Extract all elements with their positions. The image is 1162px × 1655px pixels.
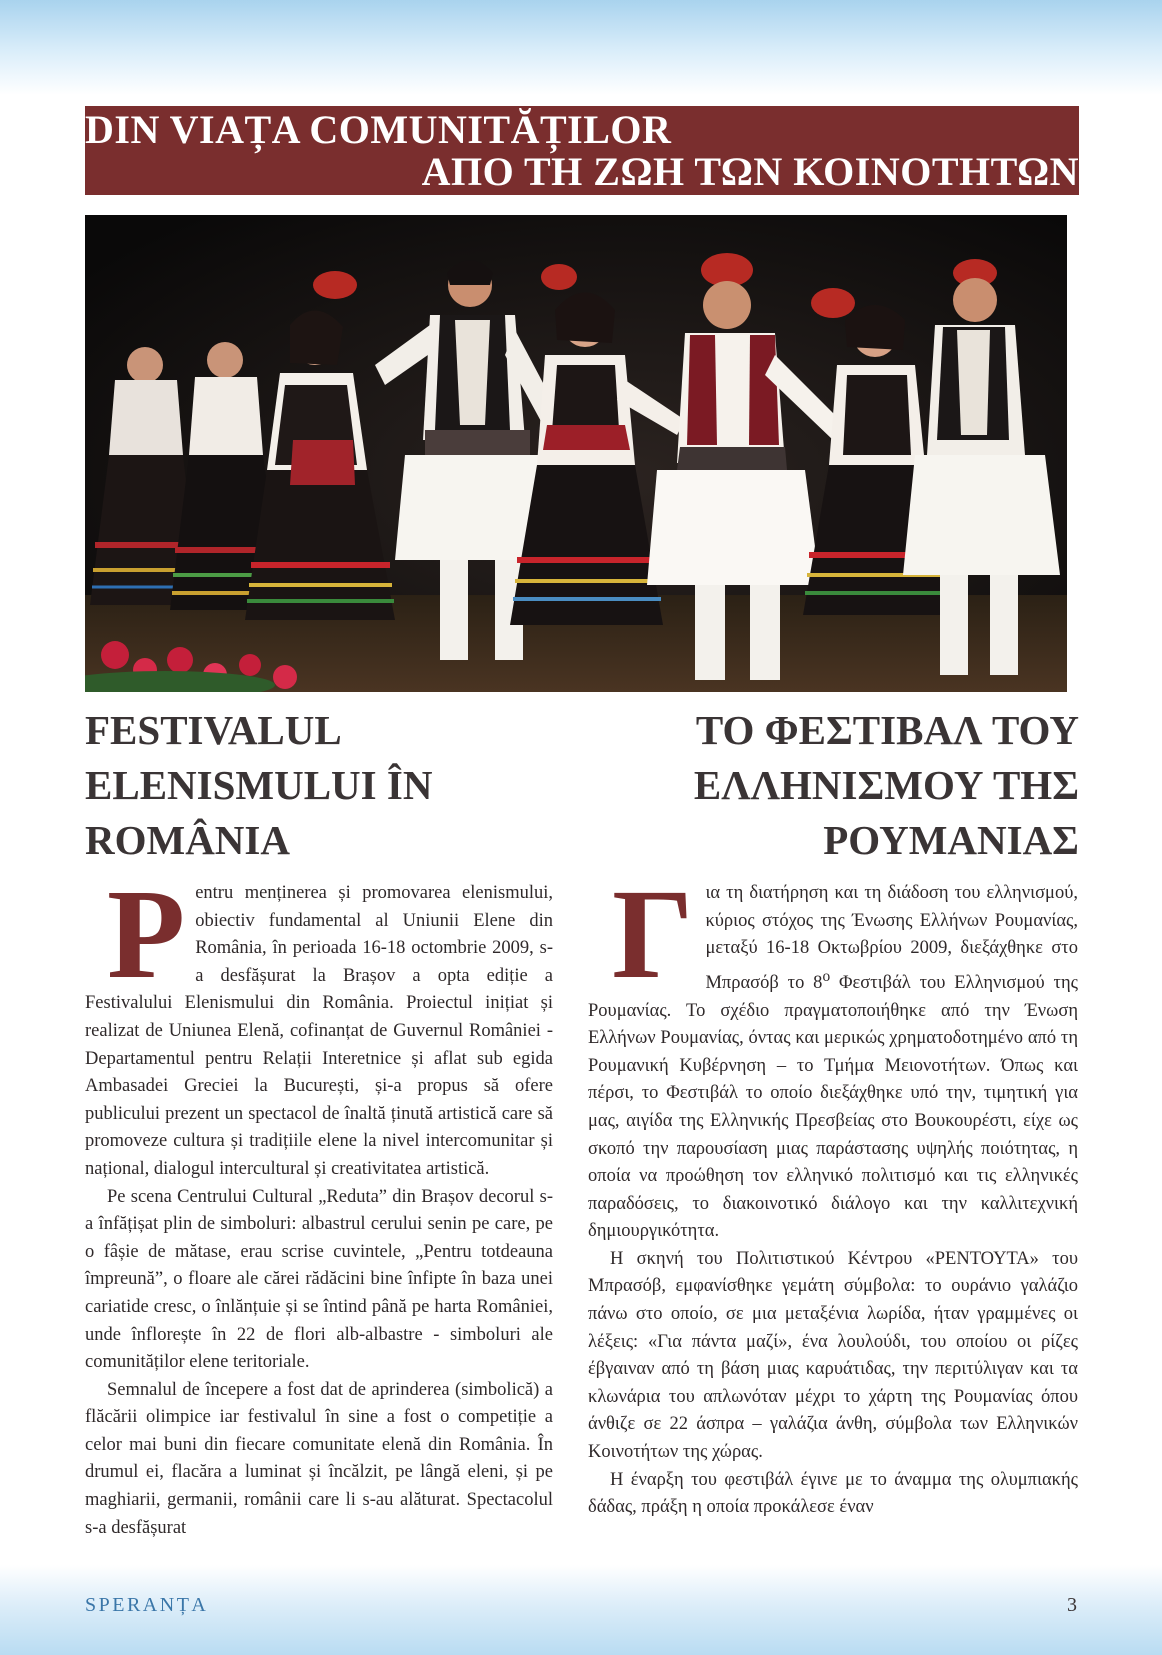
paragraph-el-2: Η σκηνή του Πολιτιστικού Κέντρου «ΡΕΝΤΟΥΤΑ» του Μπρασόβ, εμφανίσθηκε γεμάτη σύμβολα: το ουράνιο γαλάζιο πάνω στο οποίο, σε μια μεταξένια λωρίδα, ήταν γραμμένες οι λέξεις: «Για πάντα μαζί», ένα λουλούδι, του οποίου οι ρίζες έβγαιναν από τη βάση μιας καρυάτιδας, την περιτύλιγαν και τα κλωνάρια του απλωνόταν μέχρι το χάρτη της Ρουμανίας όπου άνθιζε σε 22 άσπρα – γαλάζια άνθη, σύμβολα των Ελληνικών Κοινοτήτων της χώρας.: [588, 1248, 1078, 1463]
title-ro-line2: ELENISMULUI ÎN: [85, 762, 433, 808]
banner-title-ro: DIN VIAȚA COMUNITĂȚILOR: [85, 107, 672, 152]
section-banner: [85, 106, 1079, 195]
paragraph-ro-3: Semnalul de începere a fost dat de aprinderea (simbolică) a flăcării olimpice iar festivalul în sine a fost o competiție a celor mai buni din fiecare comunitate elenă din România. În drumul ei, flacăra a luminat și încălzit, pe lângă eleni, și pe maghiarii, germanii, românii care li s-au alăturat. Spectacolul s-a desfășurat: [85, 1379, 553, 1538]
paragraph-ro-1-text: entru menținerea și promovarea elenismului, obiectiv fundamental al Uniunii Elene din România, în perioada 16-18 octombrie 2009, s-a desfășurat la Brașov a opta ediție a Festivalului Elenismului din România. Proiectul inițiat și realizat de Uniunea Elenă, cofinanțat de Guvernul României - Departamentul pentru Relații Interetnice și aflat sub egida Ambasadei Greciei la București, și-a propus să ofere publicului prezent un spectacol de înaltă ținută artistică care să promoveze cultura și tradițiile elene la nivel intercomunitar și național, dialogul intercultural și creativitatea artistică.: [85, 883, 553, 1179]
article-body-ro: [85, 863, 553, 1542]
dropcap-el: Γ: [612, 863, 694, 1005]
banner-title-el: ΑΠΟ ΤΗ ΖΩΗ ΤΩΝ ΚΟΙΝΟΤΗΤΩΝ: [421, 149, 1079, 194]
paragraph-ro-1: [85, 863, 553, 1184]
title-ro-line3: ROMÂNIA: [85, 817, 290, 863]
title-el-line2: ΕΛΛΗΝΙΣΜΟΥ ΤΗΣ: [693, 762, 1079, 808]
header-gradient: [0, 0, 1162, 95]
article-title-el: [585, 703, 1079, 868]
paragraph-ro-2: Pe scena Centrului Cultural „Reduta” din Brașov decorul s-a înfățișat plin de simboluri: albastrul cerului senin pe care, pe o fâșie de mătase, erau scrise cuvintele, „Pentru totdeauna împreună”, o floare ale cărei rădăcini bine înfipte în baza unei cariatide cresc, o înlănțuie și se întind până pe harta României, unde înflorește în 22 de flori alb-albastre - simboluri ale comunităților elene teritoriale.: [85, 1186, 553, 1373]
paragraph-el-1-text-a: ια τη διατήρηση και τη διάδοση του ελληνισμού, κύριος στόχος της Ένωσης Ελλήνων Ρουμανίας, μεταξύ 16-18 Οκτωβρίου 2009, διεξάχθηκε στο Μπρασόβ το 8: [705, 883, 1078, 993]
dropcap-ro: P: [107, 863, 186, 1005]
paragraph-el-1-text-b: Φεστιβάλ του Ελληνισμού της Ρουμανίας. Το σχέδιο πραγματοποιήθηκε από την Ένωση Ελλήνων Ρουμανίας, όντας και μερικώς χρηματοδοτημένο από τη Ρουμανική Κυβέρνηση – το Τμήμα Μειονοτήτων. Όπως και πέρσι, το Φεστιβάλ το οποίο διεξάχθηκε υπό την, τιμητική για μας, αιγίδα της Ελληνικής Πρεσβείας στο Βουκουρέστι, είχε ως σκοπό την παρουσίαση μιας παράστασης υψηλής ποιότητας, η οποία να προώθηση τον ελληνικό πολιτισμό και τις ελληνικές παραδόσεις, το διακοινοτικό διάλογο και την καλλιτεχνική δημιουργικότητα.: [588, 972, 1078, 1242]
paragraph-el-1: [588, 863, 1078, 1246]
article-body-el: [588, 863, 1078, 1522]
title-el-line3: ΡΟΥΜΑΝΙΑΣ: [823, 817, 1079, 863]
title-ro-line1: FESTIVALUL: [85, 707, 342, 753]
title-el-line1: ΤΟ ΦΕΣΤΙΒΑΛ ΤΟΥ: [695, 707, 1079, 753]
article-title-ro: [85, 703, 525, 868]
page-number: 3: [1067, 1594, 1077, 1616]
magazine-name: SPERANȚA: [85, 1594, 209, 1616]
greek-folk-dancers-photo: [85, 215, 1067, 692]
ordinal-superscript: ο: [822, 967, 831, 985]
paragraph-el-3: Η έναρξη του φεστιβάλ έγινε με το άναμμα της ολυμπιακής δάδας, πράξη η οποία προκάλεσε έναν: [588, 1469, 1078, 1518]
